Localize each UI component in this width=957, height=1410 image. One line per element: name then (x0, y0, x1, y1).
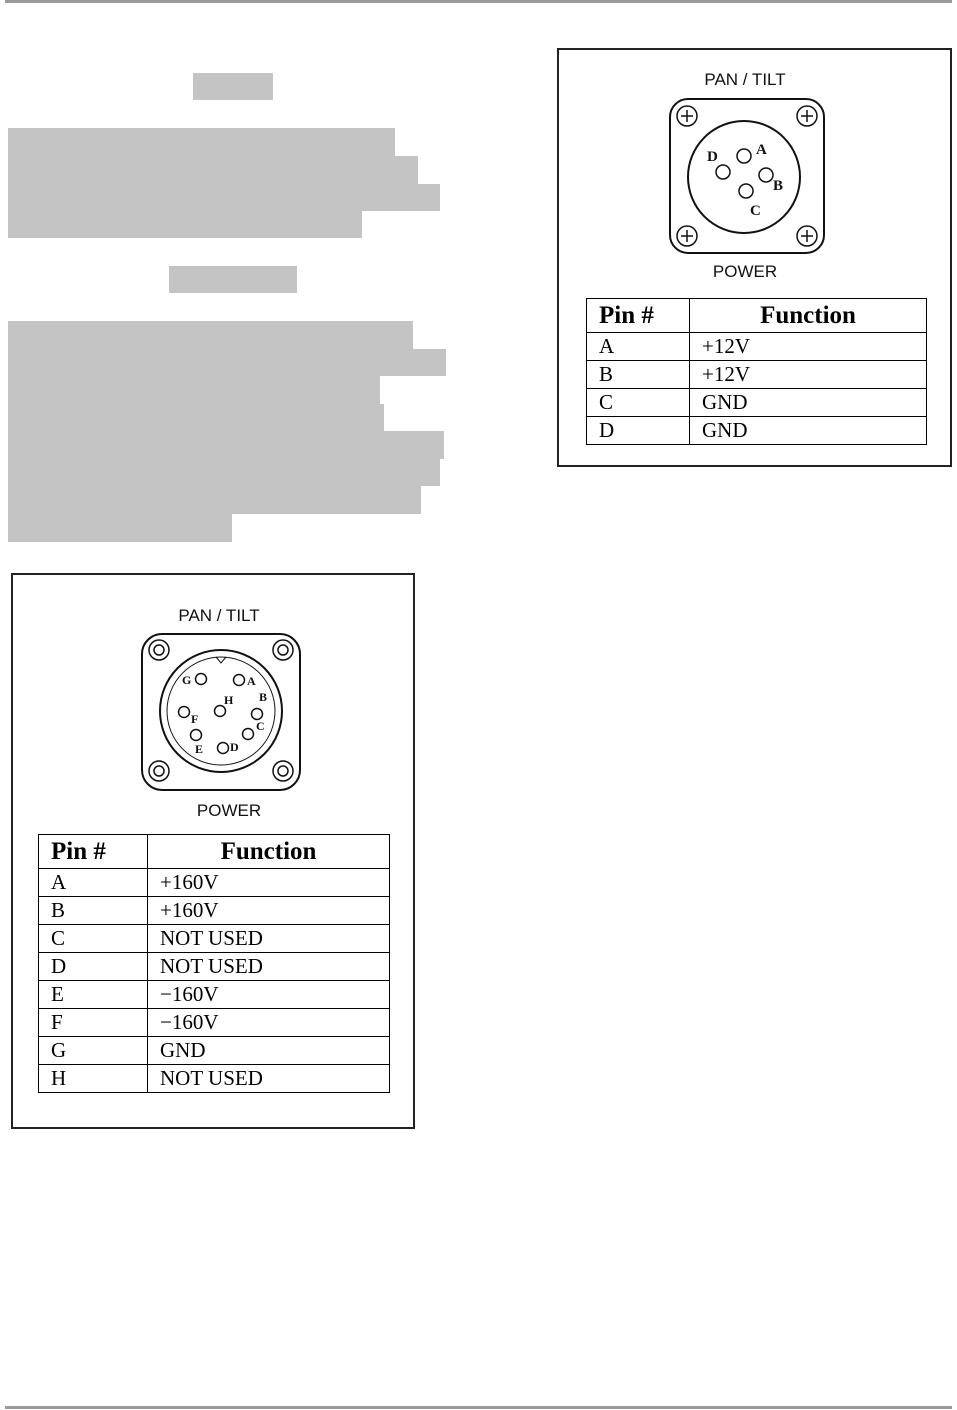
figure-8pin-connector (11, 573, 415, 1129)
function-cell: −160V (148, 981, 390, 1009)
table-row (587, 389, 927, 417)
pin-cell: C (587, 389, 690, 417)
function-cell: GND (148, 1037, 390, 1065)
redacted-line (8, 321, 413, 349)
redacted-line (8, 404, 384, 431)
table-row (587, 417, 927, 445)
pin-cell: E (39, 981, 148, 1009)
pin-cell: G (39, 1037, 148, 1065)
col-header-pin: Pin # (39, 835, 148, 869)
table-row (39, 1065, 390, 1093)
function-cell: +12V (690, 361, 927, 389)
figure-8pin-bottom-label: POWER (196, 801, 262, 820)
col-header-pin: Pin # (587, 299, 690, 333)
pin-label-e: E (195, 742, 204, 756)
figure-4pin-connector (557, 48, 952, 467)
function-cell: +160V (148, 897, 390, 925)
function-cell: +160V (148, 869, 390, 897)
redacted-line (8, 486, 421, 514)
table-row (587, 333, 927, 361)
table-row (39, 869, 390, 897)
col-header-function: Function (148, 835, 390, 869)
pin-label-b: B (259, 690, 268, 704)
pin-cell: H (39, 1065, 148, 1093)
figure-8pin-top-label: PAN / TILT (178, 606, 260, 625)
function-cell: +12V (690, 333, 927, 361)
pin-label-a: A (756, 142, 767, 158)
pin-cell: C (39, 925, 148, 953)
pin-label-a: A (247, 674, 256, 688)
pin-label-b: B (773, 178, 784, 194)
table-row (39, 981, 390, 1009)
pin-cell: D (39, 953, 148, 981)
table-row (39, 1009, 390, 1037)
function-cell: −160V (148, 1009, 390, 1037)
redacted-line (8, 156, 418, 184)
redacted-line (8, 349, 446, 376)
figure-4pin-top-label: PAN / TILT (704, 70, 786, 89)
redacted-line (8, 514, 232, 542)
redacted-line (8, 431, 444, 459)
table-row (39, 897, 390, 925)
redacted-line (8, 211, 362, 238)
footer-rule (5, 1406, 952, 1409)
pin-label-h: H (224, 693, 234, 707)
pin-label-c: C (256, 719, 265, 733)
pin-label-g: G (182, 673, 192, 687)
pin-cell: A (587, 333, 690, 361)
function-cell: GND (690, 389, 927, 417)
function-cell: NOT USED (148, 953, 390, 981)
pin-label-d: D (707, 149, 718, 165)
pin-cell: B (587, 361, 690, 389)
function-cell: NOT USED (148, 1065, 390, 1093)
function-cell: GND (690, 417, 927, 445)
connector-8pin-diagram (139, 631, 303, 793)
pin-cell: B (39, 897, 148, 925)
figure-4pin-bottom-label: POWER (712, 262, 778, 281)
function-cell: NOT USED (148, 925, 390, 953)
redacted-line (8, 376, 380, 404)
redacted-line (8, 128, 395, 156)
redacted-heading (193, 73, 273, 100)
table-row (39, 953, 390, 981)
pin-cell: F (39, 1009, 148, 1037)
table-row (587, 361, 927, 389)
pin-label-f: F (191, 712, 199, 726)
col-header-function: Function (690, 299, 927, 333)
pin-table-4pin (586, 298, 927, 445)
redacted-heading (169, 266, 297, 293)
pin-label-c: C (750, 203, 761, 219)
pin-cell: A (39, 869, 148, 897)
pin-table-8pin (38, 834, 390, 1093)
connector-4pin-diagram (667, 96, 827, 256)
pin-cell: D (587, 417, 690, 445)
pin-label-d: D (230, 740, 239, 754)
header-rule (5, 0, 952, 3)
redacted-line (8, 459, 440, 486)
table-row (39, 1037, 390, 1065)
redacted-line (8, 184, 440, 211)
table-row (39, 925, 390, 953)
